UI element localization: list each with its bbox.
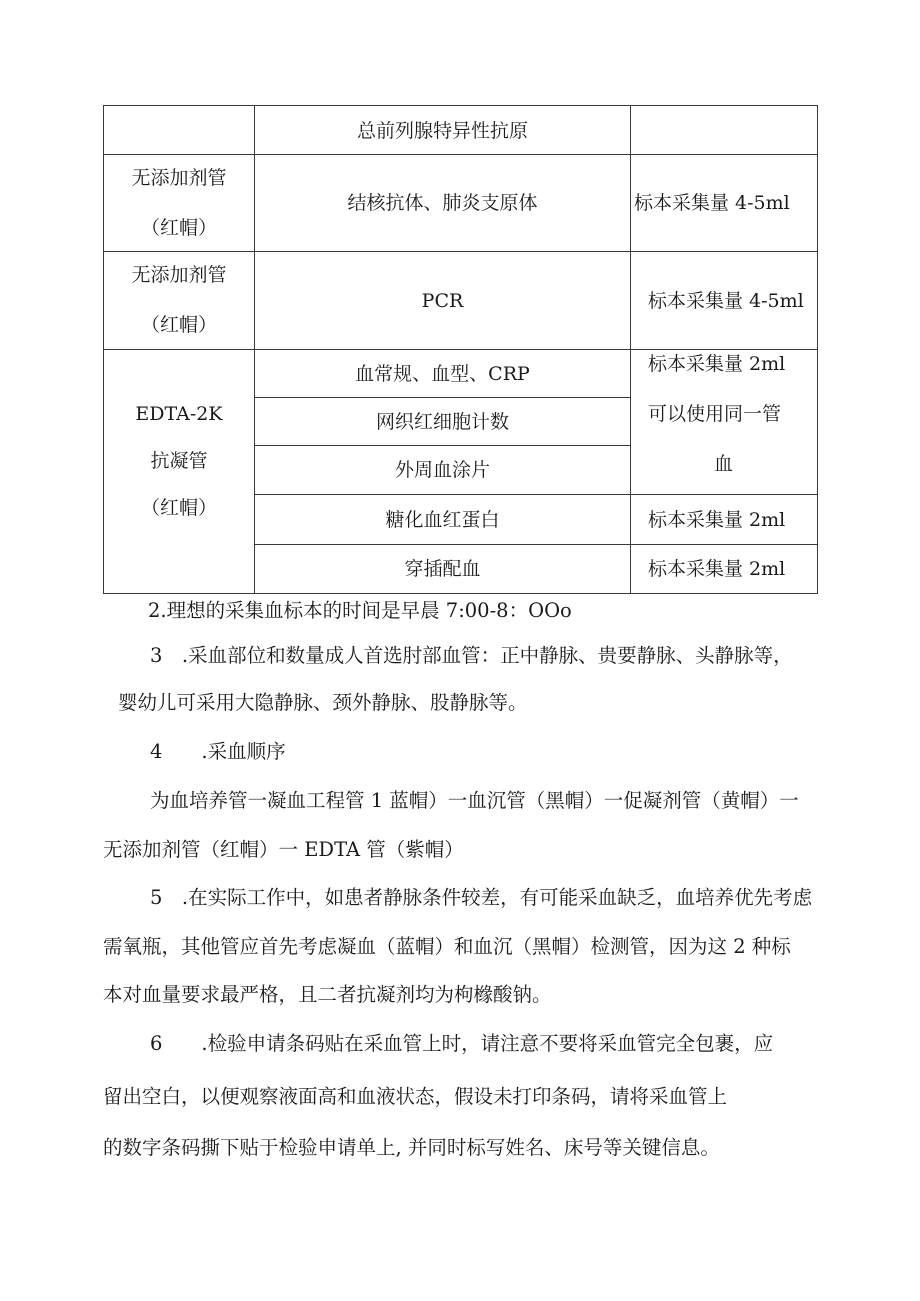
- volume-note-cell: 血: [714, 453, 734, 475]
- paragraph-practice: 本对血量要求最严格，且二者抗凝剂均为枸橼酸钠。: [103, 983, 552, 1006]
- paragraph-barcode: 留出空白，以便观察液面高和血液状态，假设未打印条码，请将采血管上: [103, 1085, 728, 1108]
- volume-cell: 标本采集量 2ml: [648, 558, 786, 580]
- paragraph-practice: 5 .在实际工作中，如患者静脉条件较差，有可能采血缺乏，血培养优先考虑: [150, 886, 813, 909]
- test-name-cell: PCR: [421, 290, 464, 312]
- table-row-divider: [103, 154, 818, 155]
- table-border-right: [817, 105, 818, 594]
- table-subrow-divider: [254, 397, 631, 398]
- tube-cap-cell: （红帽）: [140, 217, 217, 239]
- volume-cell: 标本采集量 2ml: [648, 353, 786, 375]
- test-name-cell: 穿插配血: [404, 558, 481, 580]
- paragraph-collection-site: 3 .采血部位和数量成人首选肘部血管：正中静脉、贵要静脉、头静脉等，: [150, 644, 793, 667]
- test-name-cell: 总前列腺特异性抗原: [356, 120, 528, 142]
- table-border-top: [103, 105, 818, 106]
- paragraph-order: 为血培养管一凝血工程管 1 蓝帽）一血沉管（黑帽）一促凝剂管（黄帽）一: [150, 789, 799, 812]
- tube-cap-cell: （红帽）: [140, 497, 217, 519]
- test-name-cell: 外周血涂片: [394, 459, 490, 481]
- paragraph-order-title: 4 .采血顺序: [150, 740, 286, 763]
- paragraph-barcode: 的数字条码撕下贴于检验申请单上, 并同时标写姓名、床号等关键信息。: [103, 1136, 720, 1159]
- table-subrow-divider: [254, 544, 818, 545]
- test-name-cell: 网织红细胞计数: [375, 411, 509, 433]
- paragraph-order: 无添加剂管（红帽）一 EDTA 管（紫帽）: [103, 838, 464, 861]
- paragraph-collection-site: 婴幼儿可采用大隐静脉、颈外静脉、股静脉等。: [118, 691, 528, 714]
- test-name-cell: 糖化血红蛋白: [385, 509, 500, 531]
- tube-type-cell: 无添加剂管: [131, 264, 227, 286]
- table-subrow-divider: [254, 494, 818, 495]
- table-col-divider: [630, 105, 631, 594]
- table-row-divider: [103, 251, 818, 252]
- table-subrow-divider: [254, 445, 631, 446]
- test-name-cell: 结核抗体、肺炎支原体: [347, 192, 538, 214]
- tube-type-cell: EDTA-2K: [135, 403, 223, 425]
- volume-cell: 标本采集量 4-5ml: [634, 192, 790, 214]
- volume-cell: 标本采集量 2ml: [648, 509, 786, 531]
- table-row-divider: [103, 349, 818, 350]
- paragraph-barcode: 6 .检验申请条码贴在采血管上时，请注意不要将采血管完全包裹，应: [150, 1032, 774, 1055]
- paragraph-practice: 需氧瓶，其他管应首先考虑凝血（蓝帽）和血沉（黑帽）检测管，因为这 2 种标: [103, 935, 791, 958]
- paragraph-collection-time: 2.理想的采集血标本的时间是早晨 7:00-8：OOo: [148, 599, 572, 622]
- test-name-cell: 血常规、血型、CRP: [355, 363, 530, 385]
- tube-cap-cell: （红帽）: [140, 314, 217, 336]
- tube-type-cell: 无添加剂管: [131, 167, 227, 189]
- volume-cell: 标本采集量 4-5ml: [648, 290, 804, 312]
- volume-note-cell: 可以使用同一管: [648, 403, 782, 425]
- table-border-bottom: [103, 593, 818, 594]
- tube-type-cell: 抗凝管: [150, 450, 208, 472]
